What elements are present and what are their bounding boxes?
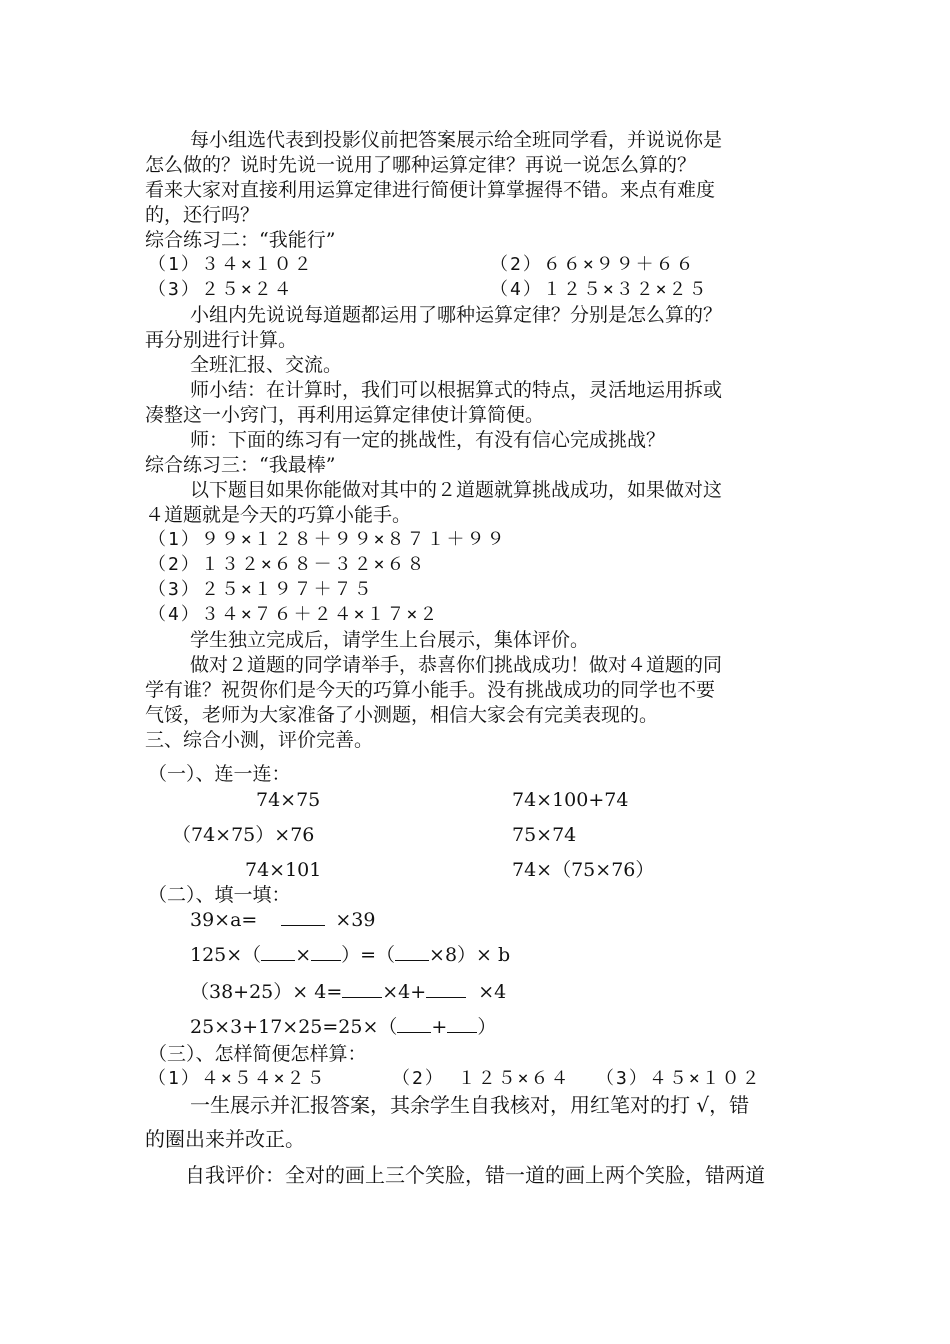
paragraph-line: 的圈出来并改正。 [145,1127,305,1151]
paragraph-line: 再分别进行计算。 [145,329,298,351]
paragraph-line: 怎么做的？说时先说一说用了哪种运算定律？再说一说怎么算的？ [145,154,697,176]
blank[interactable] [395,944,429,961]
problem: （3）２５×１９７＋７５ [148,579,374,600]
connect-right-item: 74×100+74 [512,789,629,811]
fill-text: 39×a= [190,909,258,931]
paragraph-line: 每小组选代表到投影仪前把答案展示给全班同学看，并说说你是 [190,129,723,151]
fill-line-2 [190,943,510,967]
paragraph-line: 全班汇报、交流。 [190,354,343,376]
blank[interactable] [397,1016,431,1033]
problem: （3）４５×１０２ [596,1068,762,1089]
blank[interactable] [342,981,382,998]
paragraph-line: 的，还行吗？ [145,204,260,226]
subsection-heading: （三）、怎样简便怎样算： [148,1043,367,1065]
section-heading: 综合练习二：“我能行” [145,229,336,251]
connect-left-item: 74×75 [256,789,321,811]
fill-text: （38+25）× 4= [190,981,343,1003]
problem: （1）３４×１０２ [148,254,314,275]
fill-line-1 [190,908,375,932]
paragraph-line: 学有谁？祝贺你们是今天的巧算小能手。没有挑战成功的同学也不要 [145,679,716,701]
problem: （3）２５×２４ [148,279,294,300]
fill-text: 125×（ [190,944,262,966]
problem: （2）６６×９９＋６６ [490,254,696,275]
problem: （1）４×５４×２５ [148,1068,327,1089]
paragraph-line: 小组内先说说每道题都运用了哪种运算定律？分别是怎么算的？ [190,304,723,326]
section-heading: 综合练习三：“我最棒” [145,454,336,476]
paragraph-line: 以下题目如果你能做对其中的２道题就算挑战成功，如果做对这 [190,479,723,501]
section-heading: 三、综合小测，评价完善。 [145,729,374,751]
subsection-heading: （一）、连一连： [148,763,291,785]
problem: （2） １２５×６４ [392,1068,571,1089]
fill-text: ×39 [335,909,376,931]
fill-text: × [295,944,312,966]
paragraph-line: 师：下面的练习有一定的挑战性，有没有信心完成挑战？ [190,429,666,451]
paragraph-line: 一生展示并汇报答案，其余学生自我核对，用红笔对的打 √，错 [190,1093,750,1117]
problem: （4）３４×７６＋２４×１７×２ [148,604,440,625]
fill-text: ×4 [478,981,507,1003]
paragraph-line: 自我评价：全对的画上三个笑脸，错一道的画上两个笑脸，错两道 [185,1163,765,1187]
connect-right-item: 75×74 [512,824,577,846]
fill-text: ） [477,1016,497,1038]
blank[interactable] [281,909,325,926]
fill-text: + [431,1016,448,1038]
blank[interactable] [447,1016,477,1033]
connect-left-item: （74×75）×76 [172,824,315,846]
fill-text: ）=（ [341,944,396,966]
fill-line-3 [190,980,506,1004]
fill-text: ×4+ [382,981,427,1003]
paragraph-line: 看来大家对直接利用运算定律进行简便计算掌握得不错。来点有难度 [145,179,716,201]
blank[interactable] [261,944,295,961]
fill-text: 25×3+17×25=25×（ [190,1016,398,1038]
problem: （1）９９×１２８＋９９×８７１＋９９ [148,529,507,550]
paragraph-line: 做对２道题的同学请举手，恭喜你们挑战成功！做对４道题的同 [190,654,723,676]
paragraph-line: 气馁，老师为大家准备了小测题，相信大家会有完美表现的。 [145,704,659,726]
fill-text: ×8）× b [429,944,511,966]
paragraph-line: ４道题就是今天的巧算小能手。 [145,504,412,526]
paragraph-line: 凑整这一小窍门，再利用运算定律使计算简便。 [145,404,545,426]
paragraph-line: 师小结：在计算时，我们可以根据算式的特点，灵活地运用拆或 [190,379,723,401]
subsection-heading: （二）、填一填： [148,884,291,906]
blank[interactable] [311,944,341,961]
connect-right-item: 74×（75×76） [512,859,655,881]
paragraph-line: 学生独立完成后，请学生上台展示，集体评价。 [190,629,590,651]
problem: （4）１２５×３２×２５ [490,279,709,300]
blank[interactable] [426,981,466,998]
fill-line-4 [190,1015,496,1039]
problem: （2）１３２×６８－３２×６８ [148,554,427,575]
connect-left-item: 74×101 [245,859,322,881]
